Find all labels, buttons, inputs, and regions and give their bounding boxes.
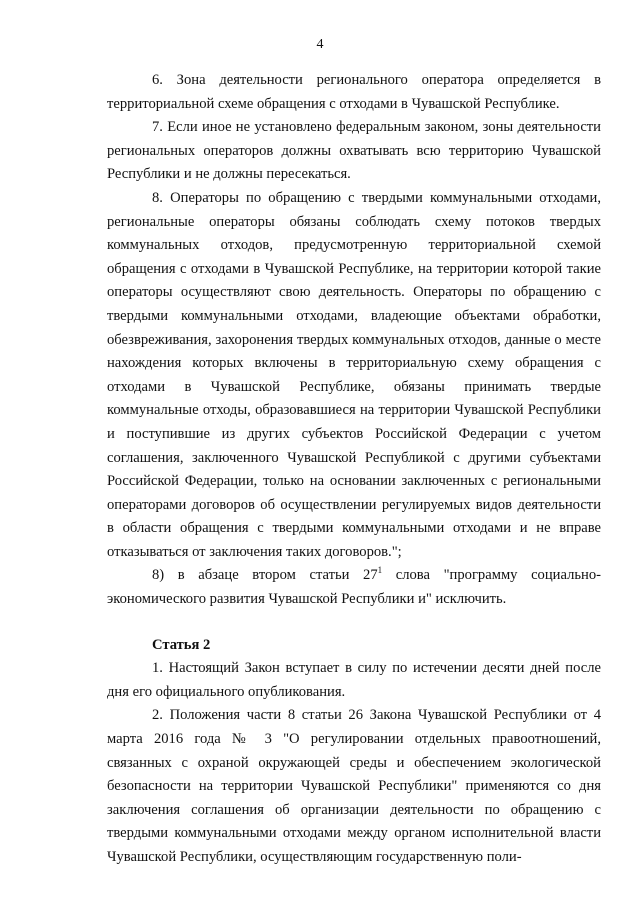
section-gap	[107, 612, 601, 634]
amendment-text-start: 8) в абзаце втором статьи 27	[152, 567, 378, 584]
document-body	[107, 69, 601, 870]
page-number: 4	[316, 37, 324, 52]
paragraph-amendment-item-8	[107, 564, 601, 611]
paragraph-entry-into-force: 1. Настоящий Закон вступает в силу по истечении десяти дней после дня его официального опубликования.	[107, 660, 601, 700]
article-heading: Статья 2	[152, 636, 211, 653]
amendment-text-end: слова "программу социально-экономического развития Чувашской Республики и" исключить.	[107, 567, 601, 608]
paragraph-provisions-application: 2. Положения части 8 статьи 26 Закона Чувашской Республики от 4 марта 2016 года № 3 "О регулировании отдельных правоотношений, связанных с охраной окружающей среды и обеспечением экологической безопасности на территории Чувашской Республики" применяются со дня заключения соглашения об организации деятельности по обращению с твердыми коммунальными отходами между органом исполнительной власти Чувашской Республики, осуществляющим государственную поли-	[107, 707, 601, 865]
paragraph-operators-obligations: 8. Операторы по обращению с твердыми коммунальными отходами, региональные операторы обязаны соблюдать схему потоков твердых коммунальных отходов, предусмотренную территориальной схемой обращения с отходами в Чувашской Республике, на территории которой такие операторы осуществляют свою деятельность. Операторы по обращению с твердыми коммунальными отходами, владеющие объектами обработки, обезвреживания, захоронения твердых коммунальных отходов, данные о месте нахождения которых включены в территориальную схему обращения с отходами в Чувашской Республике, обязаны принимать твердые коммунальные отходы, образовавшиеся на территории Чувашской Республики и поступившие из других субъектов Российской Федерации с учетом соглашения, заключенного Чувашской Республикой с другими субъектами Российской Федерации, только на основании заключенных с региональными операторами договоров об осуществлении регулируемых видов деятельности в области обращения с твердыми коммунальными отходами и не вправе отказываться от заключения таких договоров.";	[107, 189, 601, 560]
paragraph-zone-activity: 6. Зона деятельности регионального оператора определяется в территориальной схеме обращения с отходами в Чувашской Республике.	[107, 72, 601, 112]
article-superscript: 1	[377, 565, 383, 576]
paragraph-zones-coverage: 7. Если иное не установлено федеральным законом, зоны деятельности региональных операторов должны охватывать всю территорию Чувашской Республики и не должны пересекаться.	[107, 119, 601, 183]
